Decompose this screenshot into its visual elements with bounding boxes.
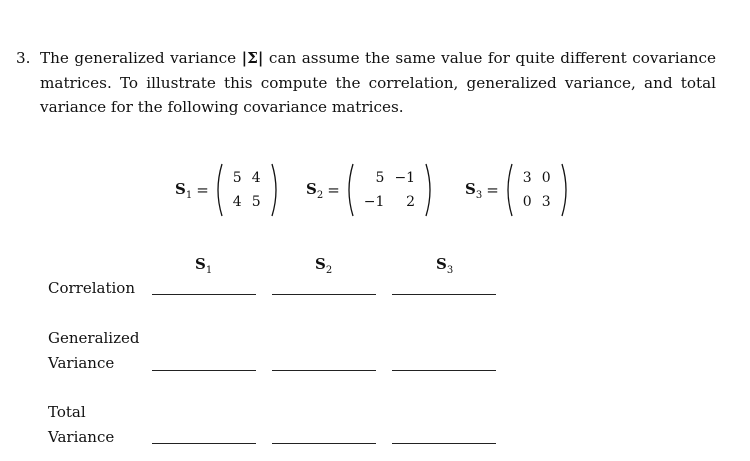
matrix-s3-entries: 3 0 0 3 xyxy=(522,170,551,210)
answer-blank-generalized-variance-s3[interactable] xyxy=(392,370,496,371)
answer-blank-total-variance-s1[interactable] xyxy=(152,443,256,444)
left-paren xyxy=(344,163,354,217)
answer-blank-total-variance-s2[interactable] xyxy=(272,443,376,444)
left-paren xyxy=(213,163,223,217)
answer-blank-generalized-variance-s1[interactable] xyxy=(152,370,256,371)
column-header-s1: $S_1$ xyxy=(195,255,213,276)
answer-blank-correlation-s3[interactable] xyxy=(392,294,496,295)
column-header-s2: $S_2$ xyxy=(315,255,333,276)
matrix-s1-entries: 5 4 4 5 xyxy=(232,170,261,210)
row-label-total-variance: Total Variance xyxy=(48,403,115,446)
answer-blank-correlation-s2[interactable] xyxy=(272,294,376,295)
answer-blank-correlation-s1[interactable] xyxy=(152,294,256,295)
problem-text: The generalized variance |Σ| can assume the same value for quite different covariance matrices. To illustrate this compute the correlation, generalized variance, and total variance for the following covariance matrices. xyxy=(40,49,716,116)
problem-statement xyxy=(16,46,716,120)
problem-number: 3. xyxy=(16,49,31,67)
right-paren xyxy=(271,163,281,217)
row-label-correlation: Correlation xyxy=(48,279,135,297)
matrix-s3: $S_3$ = 3 0 0 3 xyxy=(465,162,571,218)
matrix-s2-entries: 5 −1 −1 2 xyxy=(363,170,416,210)
answer-blank-generalized-variance-s2[interactable] xyxy=(272,370,376,371)
row-label-generalized-variance: Generalized Variance xyxy=(48,329,140,372)
matrix-s1: $S_1$ = 5 4 4 5 xyxy=(175,162,281,218)
right-paren xyxy=(425,163,435,217)
matrix-s2: $S_2$ = 5 −1 −1 2 xyxy=(306,162,435,218)
column-header-s3: $S_3$ xyxy=(436,255,454,276)
sigma-determinant: |Σ| xyxy=(241,49,264,67)
right-paren xyxy=(561,163,571,217)
answer-blank-total-variance-s3[interactable] xyxy=(392,443,496,444)
left-paren xyxy=(503,163,513,217)
